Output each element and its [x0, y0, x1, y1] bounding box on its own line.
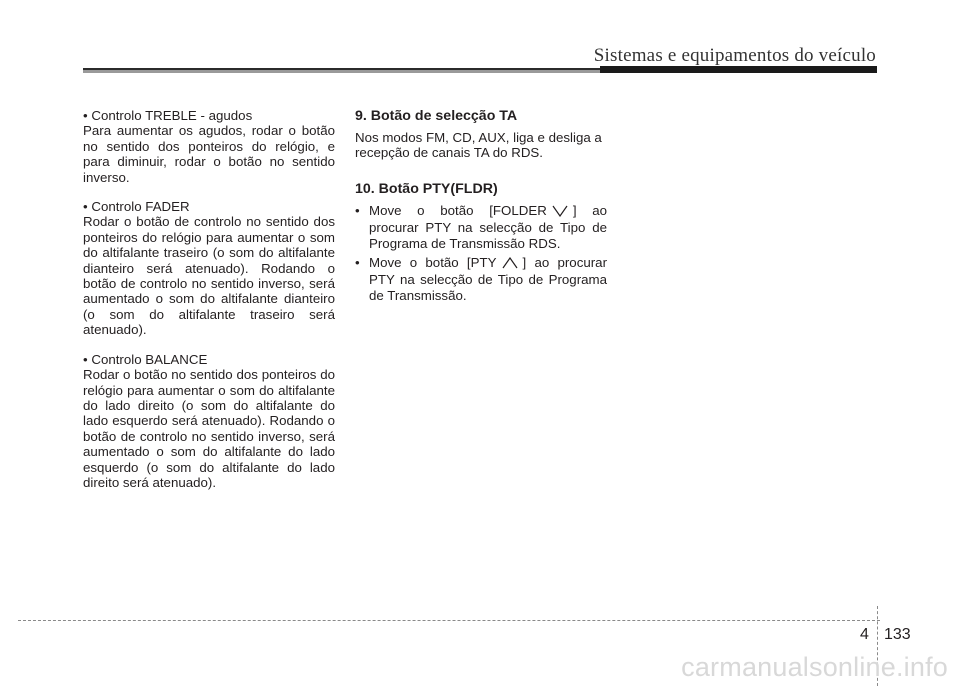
pty-item-after: ] ao procurar PTY na selecção de Tipo de Programa de Transmissão. — [369, 255, 607, 303]
chapter-number: 4 — [860, 626, 869, 643]
pty-heading: 10. Botão PTY(FLDR) — [355, 180, 498, 197]
bullet: • — [355, 202, 360, 218]
pty-item-before: Move o botão [FOLDER — [369, 202, 547, 218]
section-title: Sistemas e equipamentos do veículo — [593, 45, 876, 66]
footer-dashed-rule — [18, 620, 880, 621]
header-rule-accent — [600, 66, 877, 73]
pty-item-before: Move o botão [PTY — [369, 255, 497, 271]
treble-text: Para aumentar os agudos, rodar o botão no sentido dos ponteiros do relógio, e para diminuir, rodar o botão no sentido inverso. — [83, 123, 335, 185]
right-column — [355, 108, 607, 307]
chevron-down-icon — [552, 205, 568, 220]
bullet: • — [355, 255, 360, 271]
fader-text: Rodar o botão de controlo no sentido dos ponteiros do relógio para aumentar o som do altifalante traseiro (o som do altifalante dianteiro será atenuado). Rodando o botão de controlo no sentido inverso, será aumentado o som do altifalante dianteiro (o som do altifalante traseiro será atenuado). — [83, 214, 335, 338]
watermark: carmanualsonline.info — [681, 652, 948, 682]
pty-item-pty — [355, 255, 607, 303]
fader-title: • Controlo FADER — [83, 199, 190, 215]
pty-list — [355, 203, 607, 303]
left-column — [83, 108, 335, 504]
pty-item-folder — [355, 203, 607, 251]
balance-title: • Controlo BALANCE — [83, 351, 208, 367]
balance-text: Rodar o botão no sentido dos ponteiros do relógio para aumentar o som do altifalante do lado direito (o som do altifalante do lado esquerdo será atenuado). Rodando o botão de controlo no sentido inverso, será aumentado o som do altifalante do lado esquerdo (o som do altifalante do lado direito será atenuado). — [83, 367, 335, 490]
page-number: 133 — [884, 626, 911, 643]
chevron-up-icon — [502, 257, 518, 272]
ta-heading: 9. Botão de selecção TA — [355, 108, 518, 124]
pty-item-after: ] ao procurar PTY na selecção de Tipo de Programa de Transmissão RDS. — [369, 202, 607, 251]
treble-title: • Controlo TREBLE - agudos — [83, 108, 253, 123]
ta-text: Nos modos FM, CD, AUX, liga e desliga a recepção de canais TA do RDS. — [355, 130, 602, 161]
